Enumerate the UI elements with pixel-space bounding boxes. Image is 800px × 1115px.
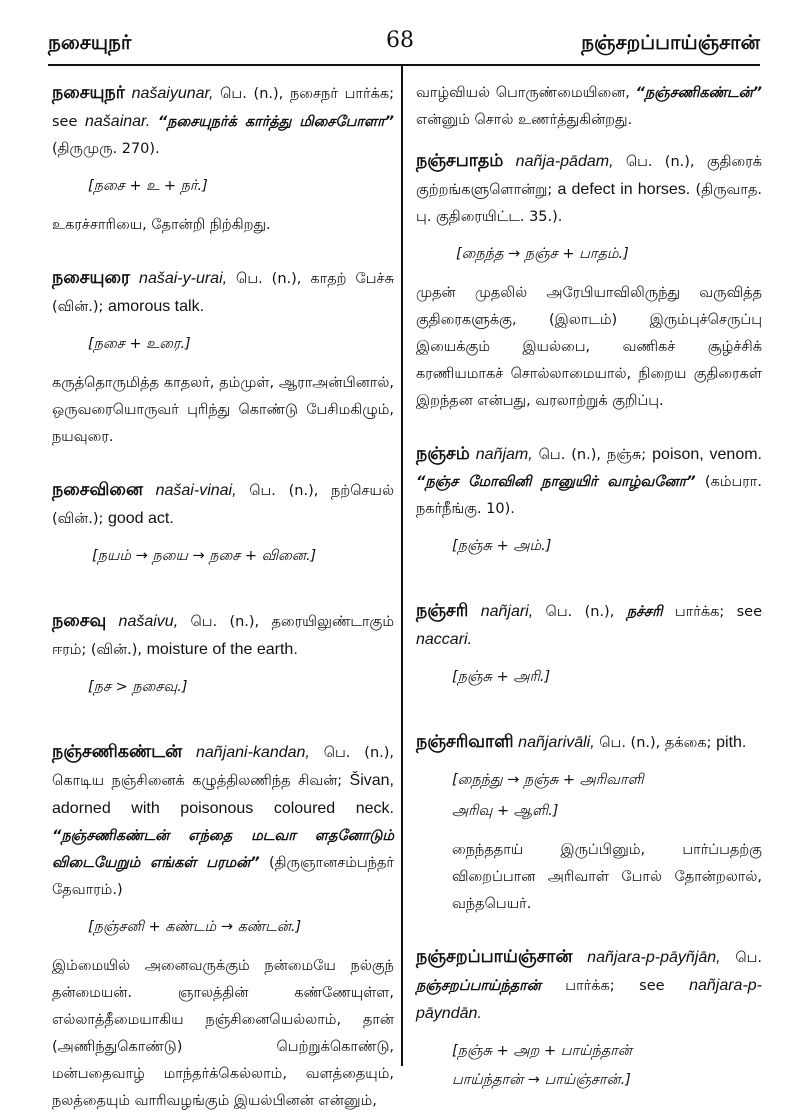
transliteration: nañjari, [480,603,534,620]
entry-nasaivinai [52,477,394,533]
headword: நஞ்சம் [416,444,470,464]
continued-text: வாழ்வியல் பொருண்மையினை, [416,85,630,101]
entry-nasaiyurai [52,265,394,321]
header-rule [48,64,760,66]
etymology-line-2: அரிவு + ஆளி.] [452,803,559,819]
etymology: [நஞ்சு + அரி.] [452,669,551,685]
entry-nasaiyunar [52,80,394,163]
note: இம்மையில் அனைவருக்கும் நன்மையே நல்குந் தன்மையன். ஞாலத்தின் கண்ணேயுள்ள, எல்லாத்தீமையாகிய நஞ்சினையெல்லாம், தான் (அணிந்துகொண்டு) பெற்றுக்கொண்டு, மன்பதைவாழ் மாந்தர்க்கெல்லாம், வளத்தையும், நலத்தையும் வாரிவழங்கும் இயல்பினன் என்னும், [52,958,394,1109]
english-gloss: amorous talk. [107,298,205,315]
part-of-speech: பெ. (n.), [236,271,302,287]
headword: நஞ்சரிவாளி [416,732,514,752]
etymology: [நயம் → நயை → நசை + வினை.] [92,548,317,564]
note: நைந்ததாய் இருப்பினும், பார்ப்பதற்கு விறைப்பான அரிவாள் போல் தோன்றலால், வந்தபெயர். [452,842,762,912]
english-gloss: moisture of the earth. [146,641,298,658]
english-gloss: poison, venom. [652,446,762,463]
definition: நஞ்சு; [606,447,647,463]
continued-text: என்னும் சொல் உணர்த்துகின்றது. [416,112,633,128]
definition: நற்செயல் (வின்.); [52,483,394,527]
transliteration: nañja-pādam, [515,153,614,170]
note: உகரச்சாரியை, தோன்றி நிற்கிறது. [52,217,271,233]
transliteration: našai-vinai, [155,482,237,499]
entry-nanjarappaynjan [416,944,762,1028]
etymology: [நைந்த → நஞ்ச + பாதம்.] [456,246,629,262]
headword: நசையுரை [52,268,131,288]
entry-nanjanikandan [52,739,394,904]
english-gloss: a defect in horses. [557,181,691,198]
transliteration: nañjam, [475,446,533,463]
citation-quote: “நஞ்சணிகண்டன்” [635,85,762,101]
right-column [416,80,762,1106]
column-divider [401,66,403,1066]
transliteration: našaivu, [118,613,179,630]
definition: பார்க்க; see [674,604,763,620]
entry-nanjam [416,441,762,523]
etymology-line-2: பாய்ந்தான் → பாய்ஞ்சான்.] [452,1072,631,1088]
headword: நஞ்சரி [416,601,469,621]
headword: நஞ்சபாதம் [416,151,504,171]
definition: தரையிலுண்டாகும் ஈரம்; (வின்.), [52,614,394,658]
note: கருத்தொருமித்த காதலர், தம்முள், ஆராஅன்பினால், ஒருவரையொருவர் புரிந்து கொண்டு பேசிமகிழும், நயவுரை. [52,375,394,445]
part-of-speech: பெ. [735,950,763,966]
entry-nanjarivali [416,729,762,757]
definition: நசைநர் பார்க்க; see [52,86,395,130]
running-head-right: நஞ்சறப்பாய்ஞ்சான் [581,30,760,54]
citation-source: (திருவாத. பு. குதிரையிட்ட. 35.). [416,182,763,225]
etymology: [நைந்து → நஞ்சு + அரிவாளி [452,772,644,788]
definition: தக்கை; [664,735,712,751]
english-gloss: pith. [716,734,747,751]
english-gloss: good act. [107,510,174,527]
english-gloss: Šivan, adorned with poisonous coloured neck. [52,772,394,817]
etymology: [நசை + உ + நர்.] [88,178,208,194]
headword: நசைவு [52,611,107,631]
running-head-left: நசையுநர் [48,30,132,54]
part-of-speech: பெ. (n.), [599,735,661,751]
cross-reference: našainar. [85,113,151,130]
definition: குதிரைக் குற்றங்களுளொன்று; [416,154,762,198]
transliteration: nañjani-kandan, [195,744,310,761]
definition: பார்க்க; see [565,978,665,994]
citation-source: (கம்பரா. நகர்நீங்கு. 10). [416,474,762,517]
transliteration: našaiyunar, [131,85,214,102]
transliteration: našai-y-urai, [139,270,228,287]
citation-quote: “நசையுநர்க் கார்த்து மிசைபோளா” [157,114,394,130]
headword: நஞ்சறப்பாய்ஞ்சான் [416,947,573,967]
citation-source: (திருமுரு. 270). [52,141,160,157]
etymology: [நஞ்சு + அம்.] [452,538,552,554]
cross-reference: naccari. [416,631,473,648]
cross-reference-tamil: நச்சரி [626,604,663,620]
entry-nanjari [416,598,762,654]
cross-reference: nañjara-p-pāyndān. [416,977,763,1022]
part-of-speech: பெ. (n.), [538,447,601,463]
page-number: 68 [386,28,414,53]
etymology: [நஞ்சனி + கண்டம் → கண்டன்.] [88,919,302,935]
headword: நசைவினை [52,480,143,500]
definition: கொடிய நஞ்சினைக் கழுத்திலணிந்த சிவன்; [52,773,343,789]
part-of-speech: பெ. (n.), [625,154,695,170]
part-of-speech: பெ. (n.), [323,745,395,761]
etymology: [நஞ்சு + அற + பாய்ந்தான் [452,1043,632,1059]
continued-note [416,80,762,134]
headword: நஞ்சணிகண்டன் [52,742,183,762]
citation-source: (திருஞானசம்பந்தர் தேவாரம்.) [52,855,394,898]
note: முதன் முதலில் அரேபியாவிலிருந்து வருவித்த குதிரைகளுக்கு, (இலாடம்) இரும்புச்செருப்பு இயைக்கும் இயல்பை, வணிகச் சூழ்ச்சிக் கரணியமாகச் சொல்லாமையால், நிறைய குதிரைகள் இறந்தன என்பது, வரலாற்றுக் குறிப்பு. [416,285,762,409]
entry-nasaivu [52,608,394,664]
headword: நசையுநர் [52,83,125,103]
part-of-speech: பெ. (n.), [190,614,260,630]
etymology: [நச > நசைவு.] [88,679,188,695]
definition: காதற் பேச்சு (வின்.); [52,271,395,315]
cross-reference-tamil: நஞ்சறப்பாய்ந்தான் [416,978,541,994]
etymology: [நசை + உரை.] [88,336,191,352]
part-of-speech: பெ. (n.), [220,86,284,102]
transliteration: nañjarivāli, [518,734,595,751]
citation-quote: “நஞ்சணிகண்டன் எந்தை மடவா ளதனோடும் விடையேறும் எங்கள் பரமன்” [52,828,394,871]
transliteration: nañjara-p-pāyñjān, [587,949,721,966]
left-column [52,80,394,1115]
part-of-speech: பெ. (n.), [545,604,615,620]
part-of-speech: பெ. (n.), [249,483,319,499]
citation-quote: “நஞ்ச மோவினி நானுயிர் வாழ்வனோ” [416,474,696,490]
entry-nanjapadam [416,148,762,231]
